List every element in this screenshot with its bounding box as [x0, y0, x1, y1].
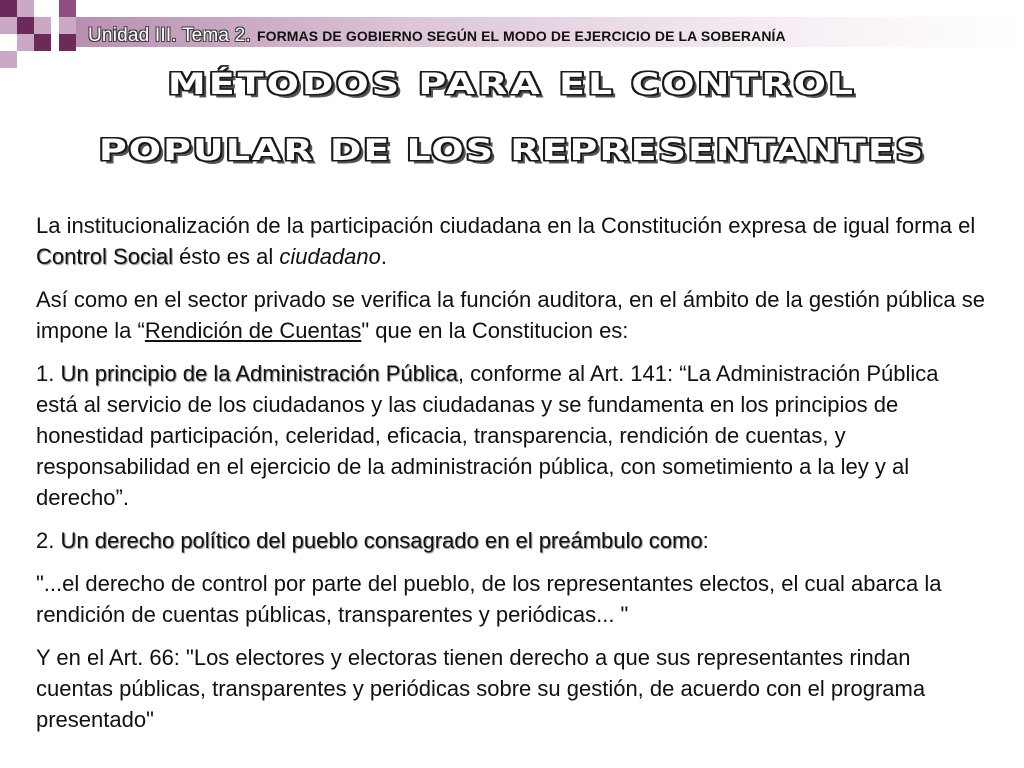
decor-square: [0, 17, 17, 34]
decor-square: [17, 0, 34, 17]
rendicion-cuentas-term: Rendición de Cuentas: [144, 318, 362, 343]
slide-body: [36, 210, 986, 747]
decor-square: [0, 0, 17, 17]
principle-term: Un principio de la Administración Pública: [60, 361, 458, 386]
paragraph-2: [36, 284, 986, 346]
decor-square: [17, 17, 34, 34]
p3-number: 1.: [36, 361, 61, 386]
paragraph-1: [36, 210, 986, 272]
decor-square: [0, 51, 17, 68]
p4-number: 2.: [36, 528, 61, 553]
p4-colon: :: [702, 528, 709, 553]
paragraph-4: [36, 525, 986, 556]
slide-title-line-2: POPULAR DE LOS REPRESENTANTES: [98, 132, 926, 168]
p2-text: Así como en el sector privado se verifica la función auditora, en el ámbito de la gestión pública se impone la “: [36, 287, 985, 343]
slide-header: [88, 24, 786, 49]
header-unit: Unidad III. Tema 2.: [88, 25, 251, 46]
decor-square: [34, 34, 51, 51]
decor-square: [59, 17, 76, 34]
control-social-term: Control Social: [36, 244, 173, 269]
header-topic: FORMAS DE GOBIERNO SEGÚN EL MODO DE EJERCICIO DE LA SOBERANÍA: [256, 28, 786, 44]
decor-square: [17, 34, 34, 51]
political-right-term: Un derecho político del pueblo consagrado en el preámbulo como: [60, 528, 703, 553]
p3-text: , conforme al Art. 141: “La Administración Pública está al servicio de los ciudadanos y las ciudadanas y se fundamenta en los principios de honestidad participación, celeridad, eficacia, transparencia, rendición de cuentas, y responsabilidad en el ejercicio de la administración pública, con sometimiento a la ley y al derecho”.: [36, 361, 939, 510]
paragraph-3: [36, 358, 986, 513]
p1-text: La institucionalización de la participación ciudadana en la Constitución expresa de igual forma el: [36, 213, 976, 238]
paragraph-5: "...el derecho de control por parte del pueblo, de los representantes electos, el cual abarca la rendición de cuentas públicas, transparentes y periódicas... ": [36, 571, 942, 627]
paragraph-6: Y en el Art. 66: "Los electores y electoras tienen derecho a que sus representantes rindan cuentas públicas, transparentes y periódicas sobre su gestión, de acuerdo con el programa presentado": [36, 645, 926, 732]
slide-title-line-1: MÉTODOS PARA EL CONTROL: [167, 66, 857, 102]
ciudadano-term: ciudadano: [279, 244, 381, 269]
decor-square: [59, 0, 76, 17]
p1-text-2: ésto es al: [172, 244, 280, 269]
p1-period: .: [380, 244, 388, 269]
decor-square: [34, 17, 51, 34]
decor-square: [59, 34, 76, 51]
p2-text-2: " que en la Constitucion es:: [361, 318, 629, 343]
